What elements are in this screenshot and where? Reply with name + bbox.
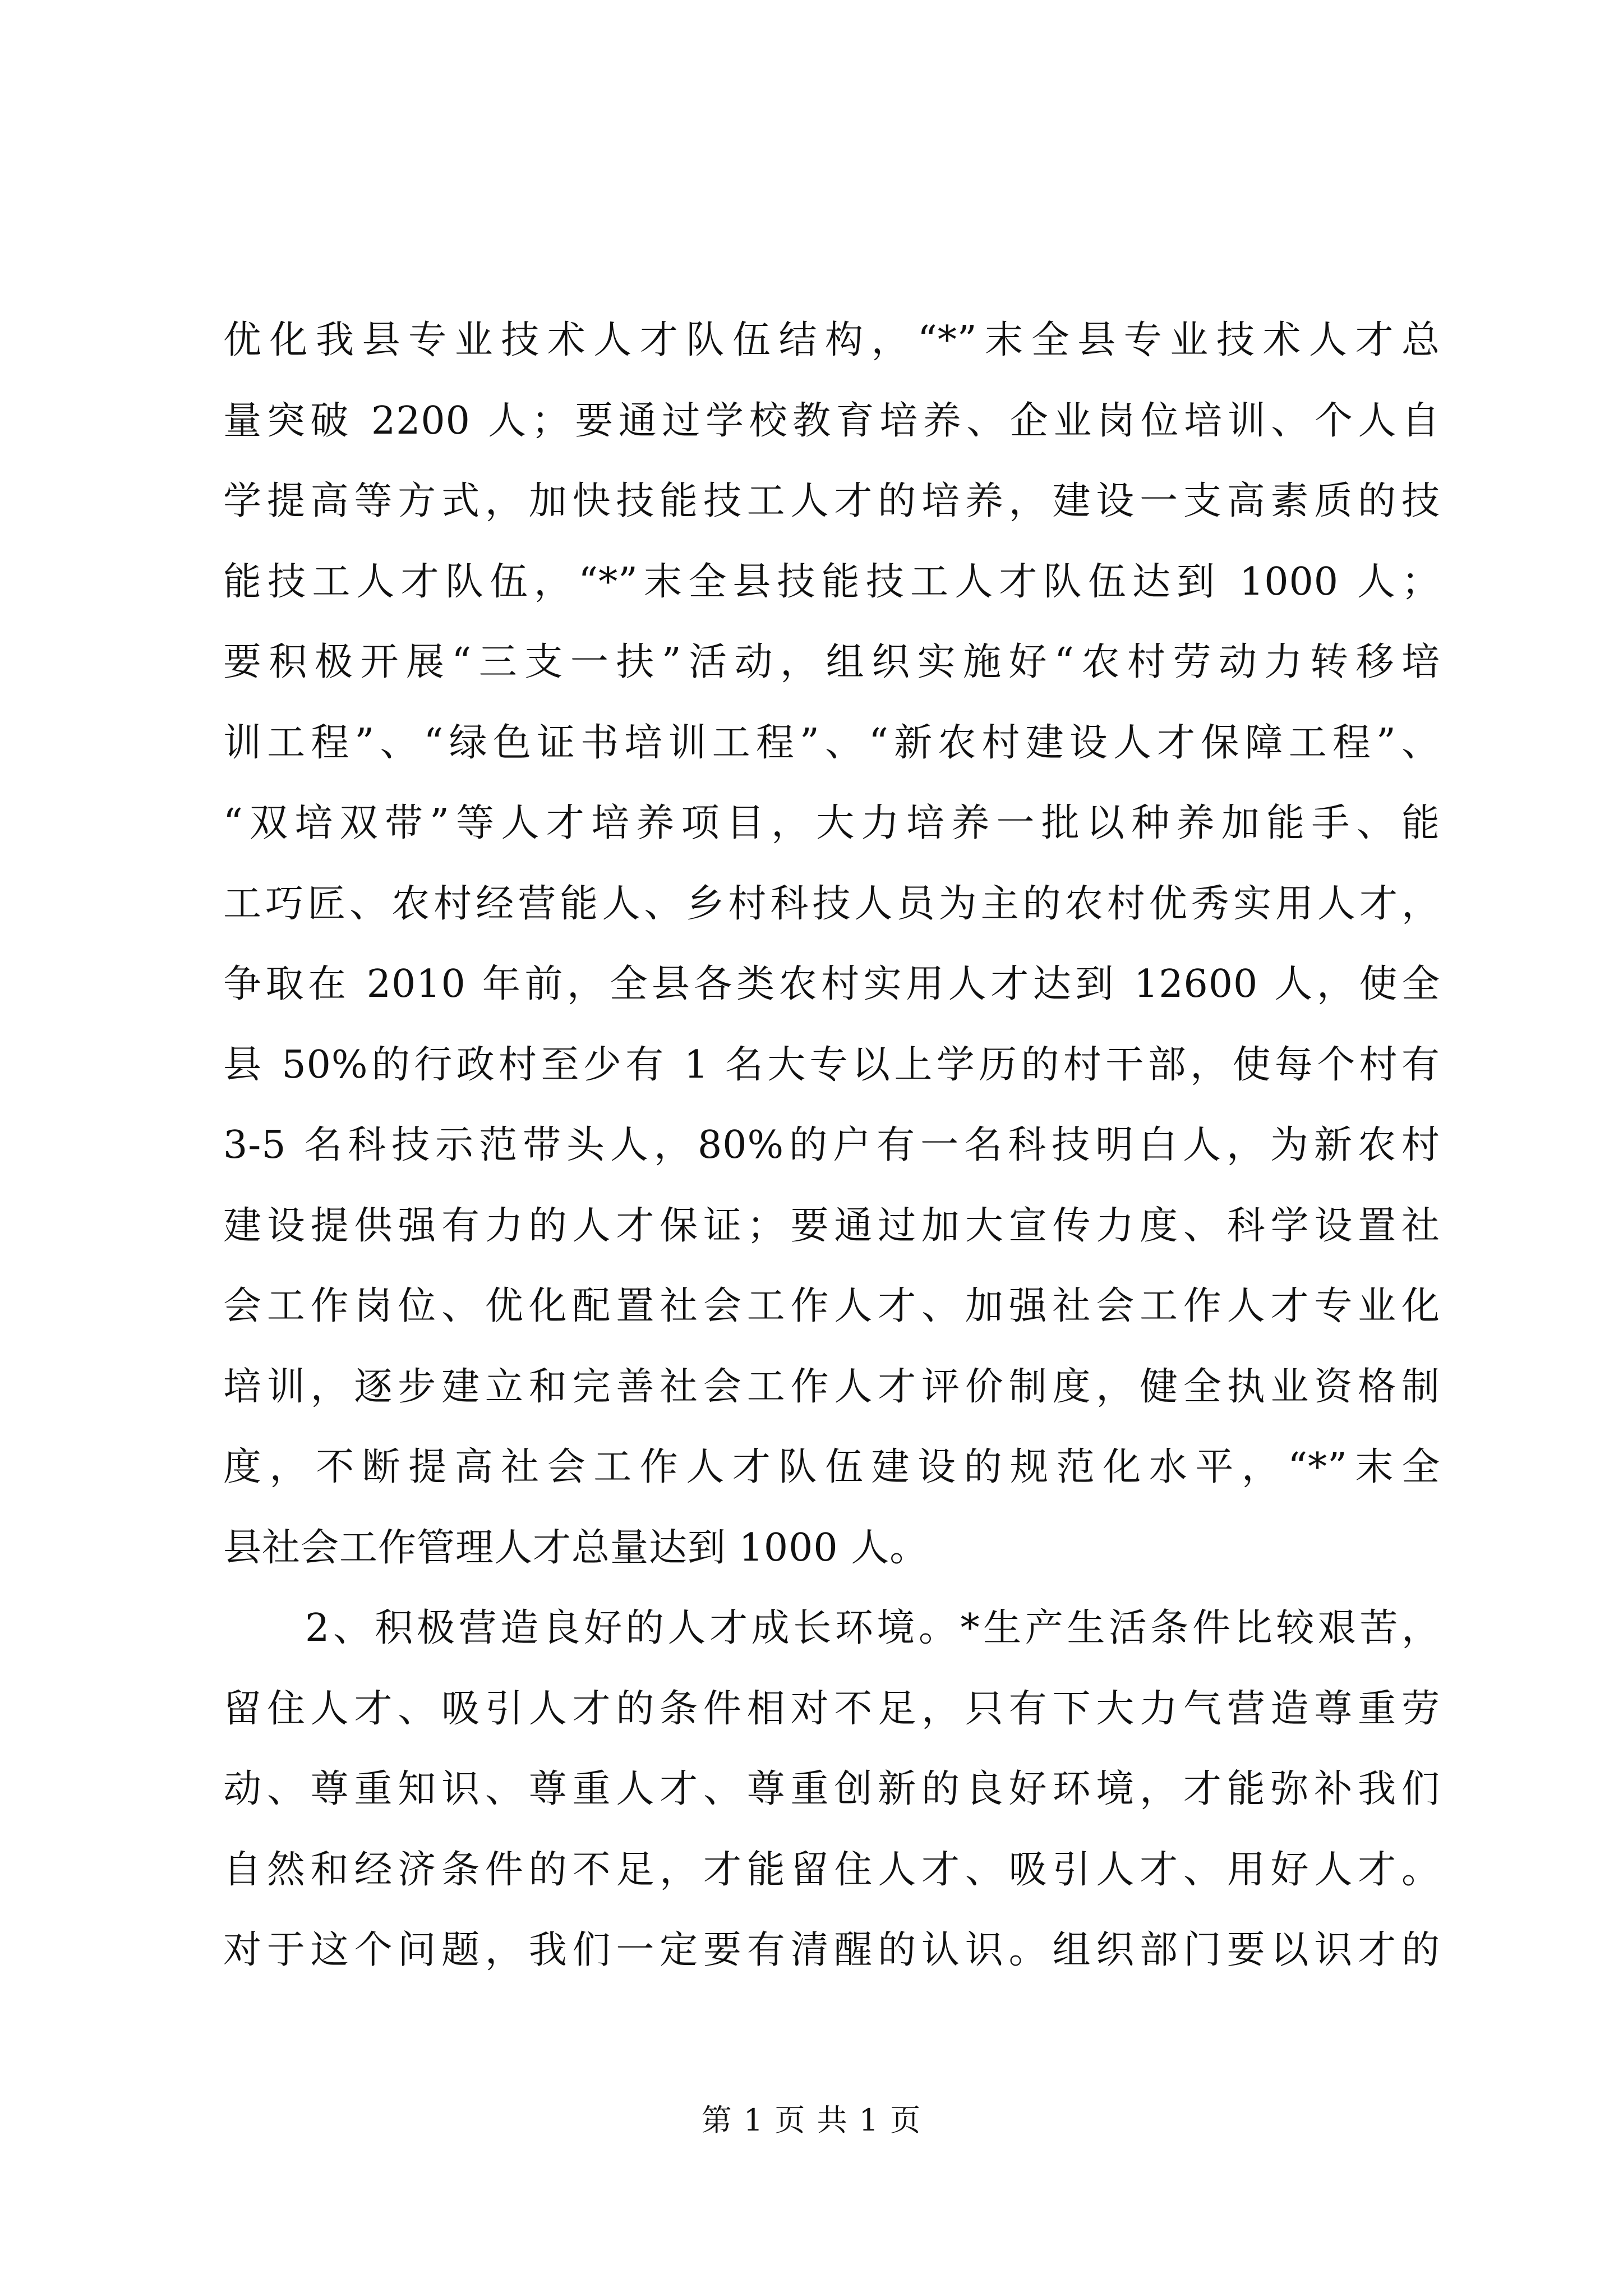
text-line-16: 县社会工作管理人才总量达到 1000 人。 xyxy=(223,1525,929,1570)
text-line-13: 会工作岗位、优化配置社会工作人才、加强社会工作人才专业化 xyxy=(223,1284,1440,1328)
text-line-7: “双培双带”等人才培养项目，大力培养一批以种养加能手、能 xyxy=(223,801,1440,845)
text-line-19: 动、尊重知识、尊重人才、尊重创新的良好环境，才能弥补我们 xyxy=(223,1767,1440,1811)
text-line-8: 工巧匠、农村经营能人、乡村科技人员为主的农村优秀实用人才， xyxy=(223,881,1440,926)
page-footer: 第 1 页 共 1 页 xyxy=(701,2102,922,2138)
text-line-18: 留住人才、吸引人才的条件相对不足，只有下大力气营造尊重劳 xyxy=(223,1686,1440,1731)
text-line-21: 对于这个问题，我们一定要有清醒的认识。组织部门要以识才的 xyxy=(223,1928,1440,1972)
text-line-6: 训工程”、“绿色证书培训工程”、“新农村建设人才保障工程”、 xyxy=(223,720,1440,765)
text-line-17: 2、积极营造良好的人才成长环境。*生产生活条件比较艰苦， xyxy=(305,1606,1440,1650)
text-line-15: 度，不断提高社会工作人才队伍建设的规范化水平，“*”末全 xyxy=(223,1445,1440,1489)
body-text xyxy=(223,300,1440,1991)
text-line-5: 要积极开展“三支一扶”活动，组织实施好“农村劳动力转移培 xyxy=(223,640,1440,684)
text-line-2: 量突破 2200 人；要通过学校教育培养、企业岗位培训、个人自 xyxy=(223,398,1440,443)
text-line-12: 建设提供强有力的人才保证；要通过加大宣传力度、科学设置社 xyxy=(223,1203,1440,1248)
text-line-9: 争取在 2010 年前，全县各类农村实用人才达到 12600 人，使全 xyxy=(223,962,1440,1006)
text-line-1: 优化我县专业技术人才队伍结构，“*”末全县专业技术人才总 xyxy=(223,318,1440,362)
text-line-20: 自然和经济条件的不足，才能留住人才、吸引人才、用好人才。 xyxy=(223,1847,1440,1892)
text-line-4: 能技工人才队伍，“*”末全县技能技工人才队伍达到 1000 人； xyxy=(223,559,1440,604)
text-line-3: 学提高等方式，加快技能技工人才的培养，建设一支高素质的技 xyxy=(223,479,1440,523)
text-line-10: 县 50%的行政村至少有 1 名大专以上学历的村干部，使每个村有 xyxy=(223,1042,1440,1087)
text-line-11: 3-5 名科技示范带头人，80%的户有一名科技明白人，为新农村 xyxy=(223,1123,1440,1167)
text-line-14: 培训，逐步建立和完善社会工作人才评价制度，健全执业资格制 xyxy=(223,1364,1440,1409)
